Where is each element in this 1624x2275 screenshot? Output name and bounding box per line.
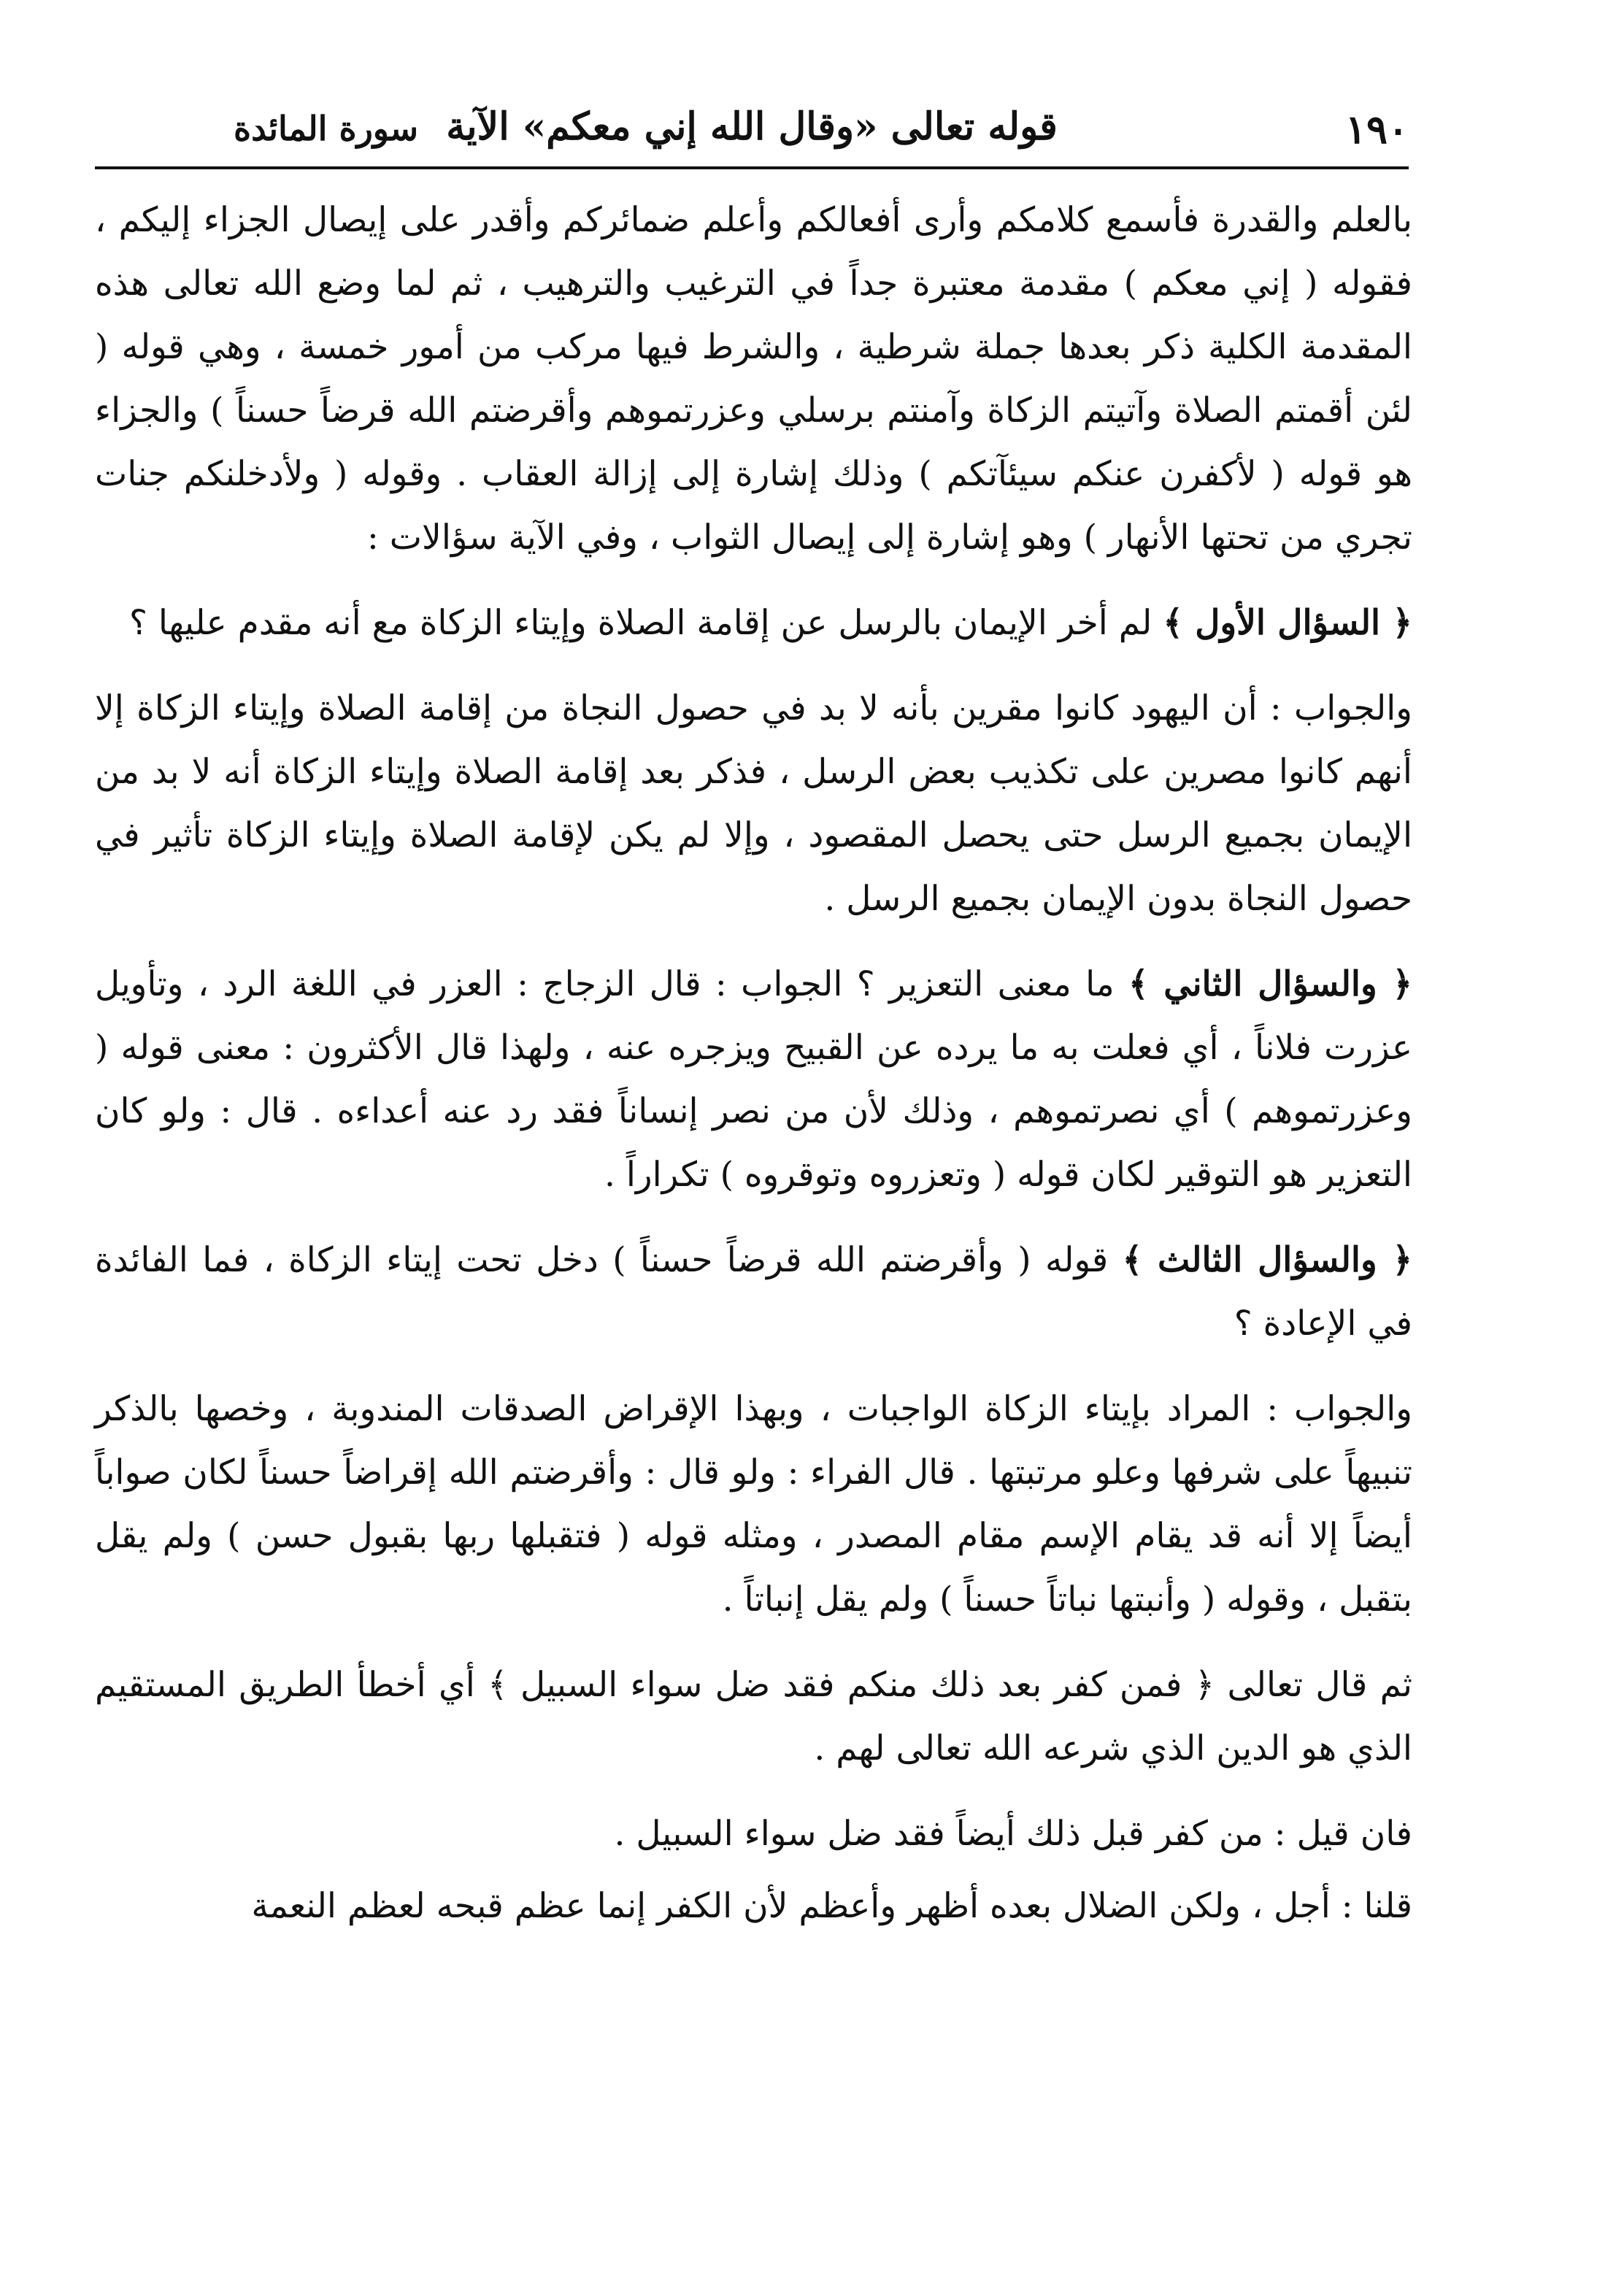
surah-name: سورة المائدة	[234, 109, 419, 148]
paragraph-intro	[95, 188, 1412, 569]
question-heading: ﴿ والسؤال الثاني ﴾	[1128, 964, 1412, 1004]
body-text	[95, 188, 1412, 1960]
paragraph-objection	[95, 1802, 1412, 1866]
paragraph-verse-comment	[95, 1653, 1412, 1780]
page-number: ١٩٠	[1344, 106, 1409, 153]
paragraph-text: فان قيل : من كفر قبل ذلك أيضاً فقد ضل سواء السبيل .	[614, 1814, 1412, 1854]
question-heading: ﴿ والسؤال الثالث ﴾	[1122, 1240, 1412, 1280]
paragraph-text: بالعلم والقدرة فأسمع كلامكم وأرى أفعالكم وأعلم ضمائركم وأقدر على إيصال الجزاء إليكم ، فقوله ( إني معكم ) مقدمة معتبرة جداً في الترغيب والترهيب ، ثم لما وضع الله تعالى هذه المقدمة الكلية ذكر بعدها جملة شرطية ، والشرط فيها مركب من أمور خمسة ، وهي قوله ( لئن أقمتم الصلاة وآتيتم الزكاة وآمنتم برسلي وعزرتموهم وأقرضتم الله قرضاً حسناً ) والجزاء هو قوله ( لأكفرن عنكم سيئآتكم ) وذلك إشارة إلى إزالة العقاب . وقوله ( ولأدخلنكم جنات تجري من تحتها الأنهار ) وهو إشارة إلى إيصال الثواب ، وفي الآية سؤالات :	[95, 200, 1412, 558]
paragraph-text: قلنا : أجل ، ولكن الضلال بعده أظهر وأعظم لأن الكفر إنما عظم قبحه لعظم النعمة	[251, 1886, 1412, 1926]
paragraph-text: والجواب : أن اليهود كانوا مقرين بأنه لا بد في حصول النجاة من إقامة الصلاة وإيتاء الزكاة إلا أنهم كانوا مصرين على تكذيب بعض الرسل ، فذكر بعد إقامة الصلاة وإيتاء الزكاة أنه لا بد من الإيمان بجميع الرسل حتى يحصل المقصود ، وإلا لم يكن لإقامة الصلاة وإيتاء الزكاة تأثير في حصول النجاة بدون الإيمان بجميع الرسل .	[95, 688, 1412, 919]
paragraph-text: ثم قال تعالى ﴿ فمن كفر بعد ذلك منكم فقد ضل سواء السبيل ﴾ أي أخطأ الطريق المستقيم الذي هو الدين الذي شرعه الله تعالى لهم .	[95, 1665, 1412, 1768]
paragraph-text: والجواب : المراد بإيتاء الزكاة الواجبات ، وبهذا الإقراض الصدقات المندوبة ، وخصها بالذكر تنبيهاً على شرفها وعلو مرتبتها . قال الفراء : ولو قال : وأقرضتم الله إقراضاً حسناً لكان صواباً أيضاً إلا أنه قد يقام الإسم مقام المصدر ، ومثله قوله ( فتقبلها ربها بقبول حسن ) ولم يقل بتقبل ، وقوله ( وأنبتها نباتاً حسناً ) ولم يقل إنباتاً .	[95, 1389, 1412, 1620]
paragraph-answer-1	[95, 677, 1412, 931]
paragraph-answer-3	[95, 1377, 1412, 1631]
paragraph-text: ما معنى التعزير ؟ الجواب : قال الزجاج : العزر في اللغة الرد ، وتأويل عزرت فلاناً ، أي فعلت به ما يرده عن القبيح ويزجره عنه ، ولهذا قال الأكثرون : معنى قوله ( وعزرتموهم ) أي نصرتموهم ، وذلك لأن من نصر إنساناً فقد رد عنه أعداءه . قال : ولو كان التعزير هو التوقير لكان قوله ( وتعزروه وتوقروه ) تكراراً .	[95, 964, 1412, 1195]
paragraph-text: لم أخر الإيمان بالرسل عن إقامة الصلاة وإيتاء الزكاة مع أنه مقدم عليها ؟	[129, 603, 1152, 643]
paragraph-text: قوله ( وأقرضتم الله قرضاً حسناً ) دخل تحت إيتاء الزكاة ، فما الفائدة في الإعادة ؟	[95, 1240, 1412, 1344]
paragraph-question-3	[95, 1228, 1412, 1355]
paragraph-reply	[95, 1874, 1412, 1938]
page-header	[95, 91, 1409, 161]
question-heading: ﴿ السؤال الأول ﴾	[1163, 603, 1412, 643]
running-title: قوله تعالى «وقال الله إني معكم» الآية	[446, 104, 1058, 149]
header-rule	[95, 166, 1409, 169]
paragraph-question-1	[95, 591, 1412, 655]
paragraph-question-2	[95, 952, 1412, 1206]
